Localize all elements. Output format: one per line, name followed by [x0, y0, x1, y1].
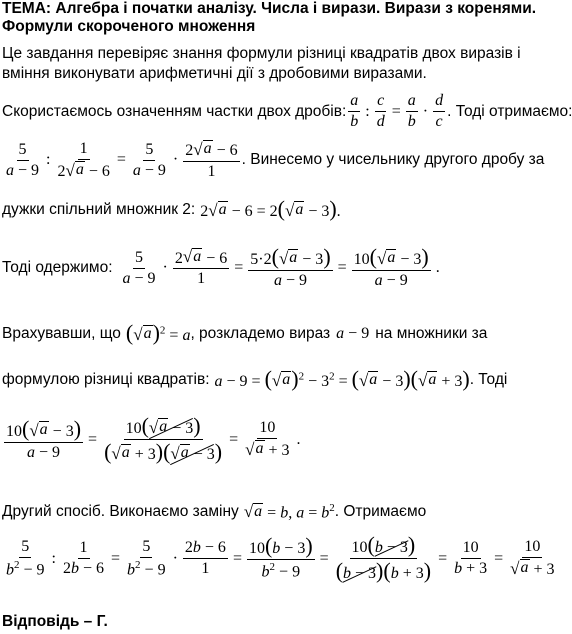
fraction: $\frac{5}{b^2 - 9}$	[127, 537, 166, 579]
fraction: $\frac{10(b - 3)}{(b - 3)(b + 3)}$	[335, 532, 432, 583]
fraction: 1 2 √ a − 6	[57, 140, 110, 180]
fraction: $\frac{a}{b}$	[407, 92, 416, 130]
formula-row-5: Врахувавши, що ( √ a )$^2$ = a , розкладемо вираз a − 9 на множники за	[2, 320, 488, 345]
formula-row-definition: Скористаємось означенням частки двох дробів: $\frac{a}{b}$ : $\frac{c}{d}$ = $\frac{a}{b}$ · $\frac{d}{c}$ . Тоді отримаємо:	[2, 92, 572, 130]
fraction: $\frac{1}{2b - 6}$	[62, 539, 105, 577]
fraction: $\frac{5}{a - 9}$	[6, 140, 40, 179]
fraction: $\frac{5}{b^2 - 9}$	[6, 537, 45, 579]
step3-text: дужки спільний множник 2:	[2, 200, 196, 218]
formula-row-8: Другий спосіб. Виконаємо заміну √ a = b, $a = b^2$ . Отримаємо	[2, 502, 427, 522]
step5-text-b: , розкладемо вираз	[190, 324, 331, 342]
fraction: 2 √ a − 6 1	[174, 247, 228, 288]
formula-row-4: Тоді одержимо: $\frac{5}{a - 9}$ · 2 √ a − 6 1 = 5·2( √ a − 3) a − 9 = 10( √ a − 3) a − 9 .	[2, 244, 440, 289]
step8-after: . Отримаємо	[334, 503, 427, 521]
formula-row-3: дужки спільний множник 2: 2 √ a − 6 = 2( √ a − 3).	[2, 196, 341, 221]
fraction: 10 √ a + 3	[510, 538, 555, 578]
fraction: $\frac{2b - 6}{1}$	[184, 539, 226, 577]
answer-text: Відповідь – Г.	[2, 613, 108, 630]
fraction: 10( √ a − 3) a − 9	[6, 415, 82, 461]
step5-text-a: Врахувавши, що	[2, 324, 121, 342]
fraction: $\frac{c}{d}$	[376, 92, 385, 130]
step1-after: . Тоді отримаємо:	[447, 102, 572, 120]
fraction: 10( √ a − 3) a − 9	[353, 244, 429, 289]
step6-after: . Тоді	[469, 370, 508, 388]
formula-row-9: $\frac{5}{b^2 - 9}$ : $\frac{1}{2b - 6}$ = $\frac{5}{b^2 - 9}$ · $\frac{2b - 6}{1}$ = $\frac{10(b - 3)}{b^2 - 9}$ = $\frac{10(b - 3)}{(b - 3)(b + 3)}$ = $\frac{10}{b + 3}$ = 10 √ a + 3	[6, 532, 555, 583]
fraction: 10 √ a + 3	[245, 419, 290, 459]
step4-text: Тоді одержимо:	[2, 259, 113, 276]
step5-text-c: на множники за	[375, 324, 488, 342]
fraction: $\frac{a}{b}$	[350, 92, 359, 130]
step1-text: Скористаємось означенням частки двох дробів:	[2, 102, 347, 120]
step2-after: . Винесемо у чисельнику другого дробу за	[241, 151, 545, 169]
formula-row-6: формулою різниці квадратів: a − 9 = ( √ a )$^2 - 3^2$ = ( √ a − 3)( √ a + 3) . Тоді	[2, 366, 508, 391]
formula-row-7: 10( √ a − 3) a − 9 = 10( √ a − 3) ( √ a + 3)( √ a − 3) = 10 √ a + 3 .	[6, 413, 301, 464]
formula-row-2: $\frac{5}{a - 9}$ : 1 2 √ a − 6 = $\frac{5}{a - 9}$ · 2 √ a − 6 1 . Винесемо у чисельнику другого дробу за	[6, 139, 545, 180]
intro-paragraph: Це завдання перевіряє знання формули різниці квадратів двох виразів і вміння виконувати арифметичні дії з дробовими виразами.	[2, 45, 521, 82]
fraction: 10( √ a − 3) ( √ a + 3)( √ a − 3)	[104, 413, 223, 464]
fraction: $\frac{10}{b + 3}$	[454, 539, 488, 577]
fraction: $\frac{5}{a - 9}$	[122, 248, 156, 287]
fraction: $\frac{d}{c}$	[435, 92, 444, 130]
step8-text: Другий спосіб. Виконаємо заміну	[2, 503, 239, 521]
fraction: $\frac{10(b - 3)}{b^2 - 9}$	[248, 533, 313, 581]
page-title: ТЕМА: Алгебра і початки аналізу. Числа і вирази. Вирази з коренями. Формули скороченого множення	[2, 0, 537, 35]
step6-text: формулою різниці квадратів:	[2, 370, 210, 388]
fraction: 5·2( √ a − 3) a − 9	[250, 244, 331, 289]
fraction: $\frac{5}{a - 9}$	[132, 140, 166, 179]
fraction: 2 √ a − 6 1	[185, 139, 238, 180]
